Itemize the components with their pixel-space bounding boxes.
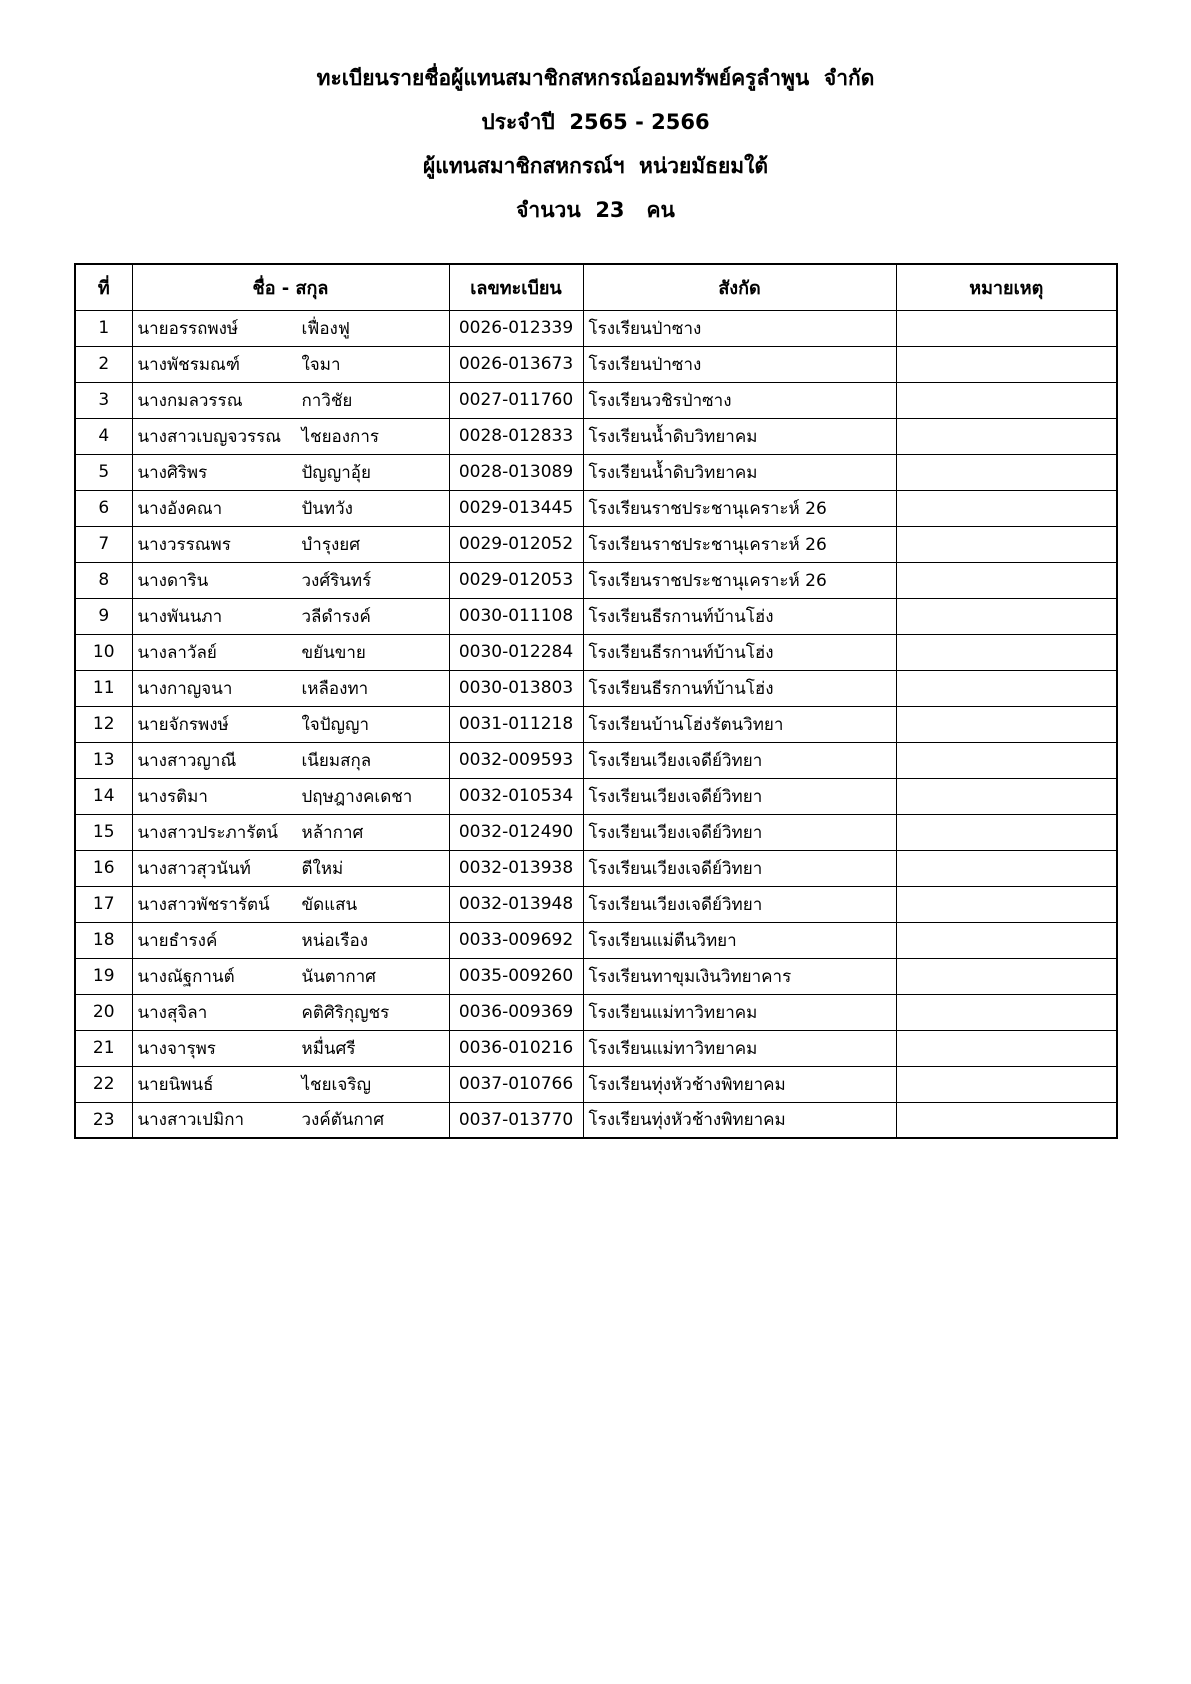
cell-name [132,922,449,958]
document-header [0,56,1191,232]
cell-name [132,526,449,562]
cell-school: โรงเรียนน้ำดิบวิทยาคม [583,454,896,490]
cell-registration: 0037-010766 [449,1066,583,1102]
cell-no: 20 [75,994,132,1030]
cell-school: โรงเรียนราชประชานุเคราะห์ 26 [583,562,896,598]
cell-no: 6 [75,490,132,526]
cell-name [132,382,449,418]
cell-no: 18 [75,922,132,958]
last-name: เหลืองทา [301,678,369,699]
cell-no: 9 [75,598,132,634]
table-row [75,778,1117,814]
first-name: นางพัชรมณฑ์ [137,354,240,375]
cell-registration: 0028-012833 [449,418,583,454]
cell-registration: 0035-009260 [449,958,583,994]
last-name: ใจมา [301,354,341,375]
cell-registration: 0030-013803 [449,670,583,706]
last-name: ตีใหม่ [301,858,344,879]
table-row [75,634,1117,670]
table-row [75,598,1117,634]
first-name: นางรติมา [137,786,208,807]
table-row [75,994,1117,1030]
cell-registration: 0029-013445 [449,490,583,526]
cell-note [896,742,1117,778]
cell-no: 12 [75,706,132,742]
cell-school: โรงเรียนทุ่งหัวช้างพิทยาคม [583,1066,896,1102]
cell-registration: 0032-010534 [449,778,583,814]
cell-no: 13 [75,742,132,778]
member-table [74,263,1118,1139]
cell-name [132,490,449,526]
cell-name [132,1066,449,1102]
cell-school: โรงเรียนราชประชานุเคราะห์ 26 [583,490,896,526]
last-name: หน่อเรือง [301,930,368,951]
first-name: นางสาวสุวนันท์ [137,858,251,879]
cell-school: โรงเรียนบ้านโฮ่งรัตนวิทยา [583,706,896,742]
cell-no: 5 [75,454,132,490]
cell-no: 14 [75,778,132,814]
cell-school: โรงเรียนธีรกานท์บ้านโฮ่ง [583,598,896,634]
cell-name [132,994,449,1030]
cell-school: โรงเรียนธีรกานท์บ้านโฮ่ง [583,670,896,706]
last-name: ปัญญาอุ้ย [301,462,371,483]
first-name: นางจารุพร [137,1038,216,1059]
last-name: บำรุงยศ [301,534,361,555]
cell-school: โรงเรียนน้ำดิบวิทยาคม [583,418,896,454]
cell-note [896,454,1117,490]
table-row [75,562,1117,598]
table-row [75,382,1117,418]
cell-registration: 0032-013948 [449,886,583,922]
cell-registration: 0029-012052 [449,526,583,562]
cell-note [896,634,1117,670]
last-name: ใจปัญญา [301,714,370,735]
table-row [75,526,1117,562]
cell-registration: 0026-012339 [449,310,583,346]
table-row [75,850,1117,886]
table-header-row [75,264,1117,310]
cell-no: 2 [75,346,132,382]
cell-school: โรงเรียนป่าซาง [583,346,896,382]
cell-name [132,706,449,742]
document-unit: ผู้แทนสมาชิกสหกรณ์ฯ หน่วยมัธยมใต้ [422,154,768,178]
last-name: วลีดำรงค์ [301,606,371,627]
document-year: ประจำปี 2565 - 2566 [481,110,710,134]
cell-name [132,778,449,814]
cell-school: โรงเรียนแม่ตืนวิทยา [583,922,896,958]
first-name: นางพันนภา [137,606,223,627]
last-name: เนียมสกุล [301,750,372,771]
cell-school: โรงเรียนแม่ทาวิทยาคม [583,1030,896,1066]
cell-note [896,706,1117,742]
cell-name [132,454,449,490]
cell-note [896,922,1117,958]
cell-note [896,778,1117,814]
first-name: นางลาวัลย์ [137,642,217,663]
cell-name [132,742,449,778]
cell-registration: 0030-012284 [449,634,583,670]
cell-note [896,1030,1117,1066]
first-name: นายธำรงค์ [137,930,218,951]
last-name: กาวิชัย [301,390,353,411]
cell-registration: 0031-011218 [449,706,583,742]
table-row [75,742,1117,778]
cell-no: 1 [75,310,132,346]
cell-name [132,310,449,346]
cell-registration: 0033-009692 [449,922,583,958]
cell-no: 4 [75,418,132,454]
table-row [75,1102,1117,1138]
cell-registration: 0029-012053 [449,562,583,598]
table-row [75,310,1117,346]
column-header-note: หมายเหตุ [896,264,1117,310]
cell-no: 21 [75,1030,132,1066]
cell-no: 16 [75,850,132,886]
first-name: นายนิพนธ์ [137,1074,214,1095]
first-name: นางสาวประภารัตน์ [137,822,279,843]
cell-registration: 0036-009369 [449,994,583,1030]
cell-registration: 0030-011108 [449,598,583,634]
last-name: ขยันขาย [301,642,366,663]
cell-name [132,1102,449,1138]
cell-name [132,814,449,850]
cell-name [132,958,449,994]
table-row [75,886,1117,922]
cell-registration: 0032-012490 [449,814,583,850]
last-name: นันตากาศ [301,966,376,987]
table-row [75,1066,1117,1102]
cell-name [132,346,449,382]
first-name: นางวรรณพร [137,534,231,555]
first-name: นางณัฐกานต์ [137,966,235,987]
cell-no: 19 [75,958,132,994]
cell-note [896,1066,1117,1102]
cell-name [132,670,449,706]
table-row [75,922,1117,958]
cell-note [896,1102,1117,1138]
first-name: นายอรรถพงษ์ [137,318,239,339]
cell-note [896,490,1117,526]
document-title: ทะเบียนรายชื่อผู้แทนสมาชิกสหกรณ์ออมทรัพย์ครูลำพูน จำกัด [316,66,875,90]
cell-school: โรงเรียนธีรกานท์บ้านโฮ่ง [583,634,896,670]
cell-name [132,850,449,886]
last-name: ปฤษฎางคเดชา [301,786,413,807]
cell-registration: 0036-010216 [449,1030,583,1066]
table-row [75,670,1117,706]
first-name: นางกาญจนา [137,678,233,699]
cell-name [132,886,449,922]
cell-note [896,670,1117,706]
cell-no: 22 [75,1066,132,1102]
last-name: หมื่นศรี [301,1038,356,1059]
cell-school: โรงเรียนทุ่งหัวช้างพิทยาคม [583,1102,896,1138]
first-name: นางสาวเบญจวรรณ [137,426,282,447]
cell-no: 23 [75,1102,132,1138]
cell-note [896,382,1117,418]
cell-registration: 0026-013673 [449,346,583,382]
cell-school: โรงเรียนป่าซาง [583,310,896,346]
last-name: ปันทวัง [301,498,353,519]
last-name: วงค์ตันกาศ [301,1110,385,1131]
document-count: จำนวน 23 คน [516,198,675,222]
column-header-name: ชื่อ - สกุล [132,264,449,310]
cell-no: 10 [75,634,132,670]
cell-no: 15 [75,814,132,850]
table-row [75,490,1117,526]
cell-school: โรงเรียนแม่ทาวิทยาคม [583,994,896,1030]
cell-note [896,310,1117,346]
table-row [75,346,1117,382]
table-row [75,418,1117,454]
table-row [75,706,1117,742]
cell-registration: 0032-009593 [449,742,583,778]
first-name: นางศิริพร [137,462,208,483]
cell-name [132,598,449,634]
table-row [75,454,1117,490]
cell-name [132,634,449,670]
cell-school: โรงเรียนเวียงเจดีย์วิทยา [583,886,896,922]
cell-note [896,526,1117,562]
last-name: ไชยเจริญ [301,1074,371,1095]
last-name: วงศ์รินทร์ [301,570,372,591]
cell-name [132,1030,449,1066]
cell-registration: 0027-011760 [449,382,583,418]
column-header-reg: เลขทะเบียน [449,264,583,310]
first-name: นางสาวญาณี [137,750,237,771]
cell-school: โรงเรียนเวียงเจดีย์วิทยา [583,778,896,814]
cell-note [896,562,1117,598]
cell-name [132,562,449,598]
first-name: นายจักรพงษ์ [137,714,229,735]
cell-no: 3 [75,382,132,418]
table-row [75,1030,1117,1066]
first-name: นางอังคณา [137,498,223,519]
first-name: นางสุจิลา [137,1002,208,1023]
cell-note [896,994,1117,1030]
cell-note [896,850,1117,886]
column-header-no: ที่ [75,264,132,310]
cell-registration: 0037-013770 [449,1102,583,1138]
cell-note [896,418,1117,454]
cell-school: โรงเรียนเวียงเจดีย์วิทยา [583,742,896,778]
first-name: นางสาวเปมิกา [137,1110,245,1131]
cell-note [896,958,1117,994]
cell-no: 17 [75,886,132,922]
first-name: นางกมลวรรณ [137,390,243,411]
last-name: เฟื่องฟู [301,318,350,339]
cell-no: 8 [75,562,132,598]
cell-note [896,814,1117,850]
cell-school: โรงเรียนทาขุมเงินวิทยาคาร [583,958,896,994]
table-row [75,958,1117,994]
last-name: ขัดแสน [301,894,358,915]
cell-note [896,598,1117,634]
cell-registration: 0028-013089 [449,454,583,490]
table-body [75,310,1117,1138]
cell-no: 11 [75,670,132,706]
cell-name [132,418,449,454]
cell-school: โรงเรียนเวียงเจดีย์วิทยา [583,850,896,886]
cell-school: โรงเรียนราชประชานุเคราะห์ 26 [583,526,896,562]
cell-note [896,346,1117,382]
cell-no: 7 [75,526,132,562]
first-name: นางสาวพัชรารัตน์ [137,894,270,915]
cell-registration: 0032-013938 [449,850,583,886]
last-name: คติศิริกุญชร [301,1002,390,1023]
cell-note [896,886,1117,922]
column-header-school: สังกัด [583,264,896,310]
last-name: ไชยองการ [301,426,380,447]
cell-school: โรงเรียนวชิรป่าซาง [583,382,896,418]
first-name: นางดาริน [137,570,209,591]
cell-school: โรงเรียนเวียงเจดีย์วิทยา [583,814,896,850]
last-name: หล้ากาศ [301,822,364,843]
table-row [75,814,1117,850]
